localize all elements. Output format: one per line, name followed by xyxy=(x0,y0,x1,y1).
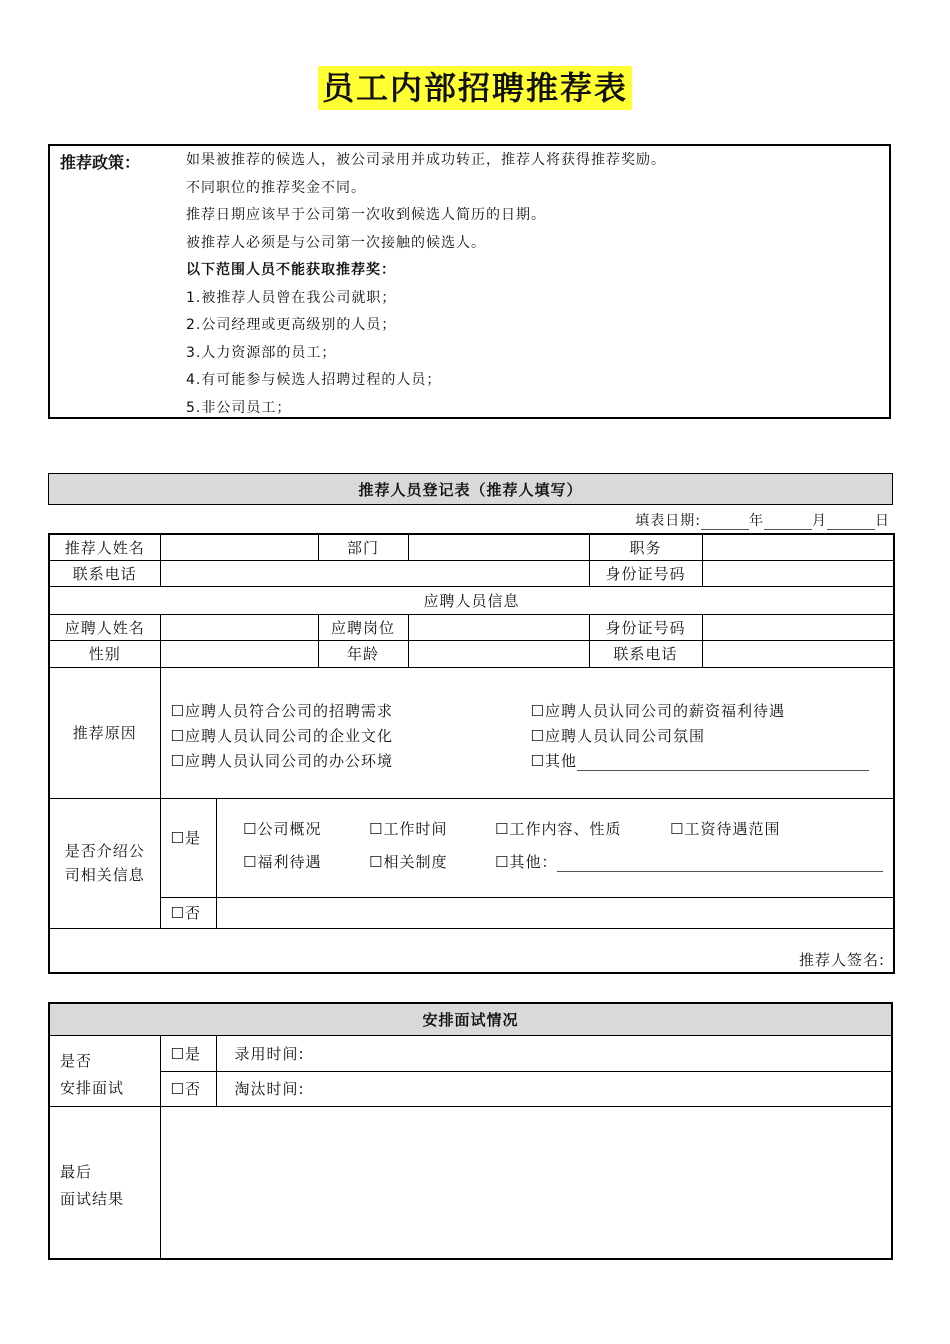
interview-table xyxy=(48,1002,893,1260)
reason-option-salary[interactable]: ☐应聘人员认同公司的薪资福利待遇 xyxy=(530,701,785,720)
id-number-label: 身份证号码 xyxy=(589,560,702,586)
policy-line: 不同职位的推荐奖金不同。 xyxy=(186,179,366,196)
intro-no-checkbox[interactable]: ☐否 xyxy=(161,898,217,928)
policy-line: 被推荐人必须是与公司第一次接触的候选人。 xyxy=(186,234,486,251)
applicant-phone-label: 联系电话 xyxy=(589,640,702,667)
intro-option-overview[interactable]: ☐公司概况 xyxy=(243,819,322,838)
result-label xyxy=(49,1106,160,1259)
intro-cell xyxy=(160,798,894,928)
applicant-id-label: 身份证号码 xyxy=(589,614,702,640)
intro-option-hours[interactable]: ☐工作时间 xyxy=(369,819,448,838)
gender-field[interactable] xyxy=(160,640,318,667)
register-header: 推荐人员登记表（推荐人填写） xyxy=(49,474,893,505)
month-label: 月 xyxy=(812,513,827,529)
month-blank[interactable] xyxy=(764,515,812,530)
reason-option-culture[interactable]: ☐应聘人员认同公司的企业文化 xyxy=(170,726,393,745)
policy-line: 5.非公司员工； xyxy=(186,399,292,416)
result-field[interactable] xyxy=(160,1106,892,1259)
applicant-name-field[interactable] xyxy=(160,614,318,640)
intro-no-field[interactable] xyxy=(217,898,894,928)
policy-lines xyxy=(186,150,666,425)
title-wrap xyxy=(0,66,950,110)
policy-line: 4.有可能参与候选人招聘过程的人员； xyxy=(186,372,442,388)
result-label-line2: 面试结果 xyxy=(60,1189,125,1208)
reason-option-environment[interactable]: ☐应聘人员认同公司的办公环境 xyxy=(170,751,393,770)
phone-field[interactable] xyxy=(160,560,589,586)
referrer-name-field[interactable] xyxy=(160,534,318,560)
intro-label xyxy=(49,798,160,928)
id-number-field[interactable] xyxy=(702,560,894,586)
result-label-line1: 最后 xyxy=(60,1162,93,1181)
intro-option-other[interactable] xyxy=(495,851,883,872)
intro-option-content[interactable]: ☐工作内容、性质 xyxy=(495,819,622,838)
intro-other-blank[interactable] xyxy=(557,855,883,872)
phone-label: 联系电话 xyxy=(49,560,160,586)
eliminate-time-label: 淘汰时间: xyxy=(234,1080,305,1098)
intro-inner-table xyxy=(161,799,894,928)
reason-label: 推荐原因 xyxy=(49,667,160,798)
arrange-yes-checkbox[interactable]: ☐是 xyxy=(160,1035,216,1071)
reason-options-cell xyxy=(160,667,894,798)
age-field[interactable] xyxy=(408,640,589,667)
applicant-phone-field[interactable] xyxy=(702,640,894,667)
intro-yes-checkbox[interactable]: ☐是 xyxy=(161,799,217,898)
reason-other-blank[interactable] xyxy=(577,754,869,771)
position-field[interactable] xyxy=(702,534,894,560)
signature-cell[interactable] xyxy=(49,928,894,973)
reason-option-other[interactable] xyxy=(531,750,869,771)
department-label: 部门 xyxy=(318,534,408,560)
interview-header: 安排面试情况 xyxy=(49,1003,892,1035)
arrange-label-line2: 安排面试 xyxy=(60,1078,125,1097)
department-field[interactable] xyxy=(408,534,589,560)
applicant-info-heading: 应聘人员信息 xyxy=(49,586,894,614)
intro-other-label: ☐其他： xyxy=(495,852,558,871)
year-label: 年 xyxy=(749,513,764,529)
intro-option-salary-range[interactable]: ☐工资待遇范围 xyxy=(670,819,781,838)
intro-label-line1: 是否介绍公 xyxy=(64,842,145,860)
policy-line: 2.公司经理或更高级别的人员； xyxy=(186,317,397,333)
register-header-table xyxy=(48,473,893,505)
intro-options-cell xyxy=(217,799,894,898)
policy-line: 1.被推荐人员曾在我公司就职； xyxy=(186,289,397,306)
reason-option-atmosphere[interactable]: ☐应聘人员认同公司氛围 xyxy=(530,726,705,745)
arrange-label xyxy=(49,1035,160,1106)
day-blank[interactable] xyxy=(827,515,875,530)
policy-box xyxy=(48,144,891,419)
applied-position-label: 应聘岗位 xyxy=(318,614,408,640)
reason-option-requirement[interactable]: ☐应聘人员符合公司的招聘需求 xyxy=(170,701,393,720)
gender-label: 性别 xyxy=(49,640,160,667)
intro-option-policies[interactable]: ☐相关制度 xyxy=(369,852,448,871)
year-blank[interactable] xyxy=(701,515,749,530)
arrange-no-checkbox[interactable]: ☐否 xyxy=(160,1071,216,1106)
intro-option-benefits[interactable]: ☐福利待遇 xyxy=(243,852,322,871)
policy-line: 推荐日期应该早于公司第一次收到候选人简历的日期。 xyxy=(186,207,546,223)
referrer-name-label: 推荐人姓名 xyxy=(49,534,160,560)
reason-other-label: ☐其他 xyxy=(530,751,577,770)
policy-exclusion-heading: 以下范围人员不能获取推荐奖： xyxy=(186,262,396,278)
arrange-label-line1: 是否 xyxy=(60,1051,93,1070)
page-title: 员工内部招聘推荐表 xyxy=(318,66,632,110)
fill-date-label: 填表日期: xyxy=(635,513,701,529)
fill-date-row xyxy=(560,510,890,530)
applicant-name-label: 应聘人姓名 xyxy=(49,614,160,640)
position-label: 职务 xyxy=(589,534,702,560)
age-label: 年龄 xyxy=(318,640,408,667)
hire-time-cell[interactable] xyxy=(216,1035,892,1071)
day-label: 日 xyxy=(875,513,890,529)
signature-label: 推荐人签名: xyxy=(798,951,885,969)
policy-line: 3.人力资源部的员工； xyxy=(186,344,337,361)
hire-time-label: 录用时间: xyxy=(234,1044,305,1063)
applicant-id-field[interactable] xyxy=(702,614,894,640)
register-table xyxy=(48,533,895,974)
policy-line: 如果被推荐的候选人，被公司录用并成功转正，推荐人将获得推荐奖励。 xyxy=(186,152,666,168)
eliminate-time-cell[interactable] xyxy=(216,1071,892,1106)
intro-label-line2: 司相关信息 xyxy=(64,866,145,884)
policy-heading: 推荐政策： xyxy=(60,153,141,172)
applied-position-field[interactable] xyxy=(408,614,589,640)
